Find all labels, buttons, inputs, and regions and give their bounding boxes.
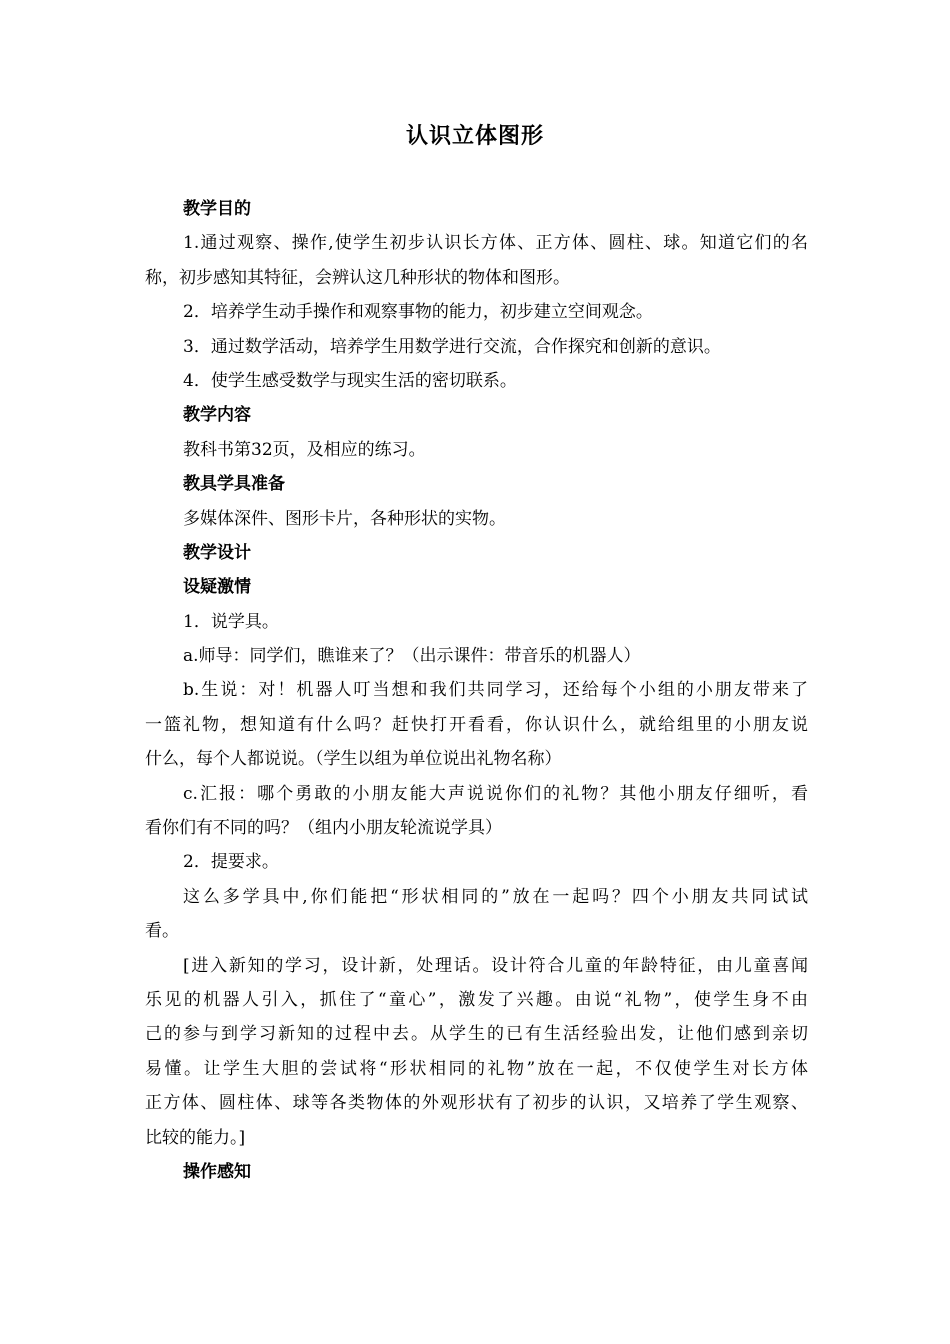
paragraph-line: 看你们有不同的吗？（组内小朋友轮流说学具） — [145, 818, 502, 839]
paragraph-line: 2．提要求。 — [183, 852, 279, 873]
paragraph-line: 正方体、圆柱体、球等各类物体的外观形状有了初步的认识，又培养了学生观察、 — [145, 1093, 808, 1114]
paragraph-line: 易懂。让学生大胆的尝试将“形状相同的礼物”放在一起，不仅使学生对长方体 — [145, 1058, 808, 1079]
section-heading: 教具学具准备 — [183, 474, 285, 495]
section-heading: 教学目的 — [183, 199, 251, 219]
section-heading: 操作感知 — [183, 1161, 251, 1182]
paragraph-line: 1.通过观察、操作,使学生初步认识长方体、正方体、圆柱、球。知道它们的名 — [183, 233, 808, 254]
paragraph-line: 一篮礼物，想知道有什么吗？赶快打开看看，你认识什么，就给组里的小朋友说 — [145, 714, 808, 735]
paragraph-line: b.生说：对！机器人叮当想和我们共同学习，还给每个小组的小朋友带来了 — [183, 680, 808, 701]
document-body — [145, 192, 808, 1189]
section-heading: 教学内容 — [183, 405, 251, 426]
section-heading: 设疑激情 — [183, 577, 251, 598]
paragraph-line: 多媒体深件、图形卡片，各种形状的实物。 — [183, 508, 506, 529]
paragraph-line: 己的参与到学习新知的过程中去。从学生的已有生活经验出发，让他们感到亲切 — [145, 1024, 808, 1045]
paragraph-line: 乐见的机器人引入，抓住了“童心”，激发了兴趣。由说“礼物”，使学生身不由 — [145, 989, 808, 1010]
paragraph-line: 2．培养学生动手操作和观察事物的能力，初步建立空间观念。 — [183, 302, 653, 323]
paragraph-line: 4．使学生感受数学与现实生活的密切联系。 — [183, 370, 517, 391]
paragraph-line: 教科书第32页，及相应的练习。 — [183, 439, 426, 460]
paragraph-line: a.师导：同学们，瞧谁来了？（出示课件：带音乐的机器人） — [183, 646, 641, 667]
paragraph-line: 看。 — [145, 921, 179, 942]
document-title: 认识立体图形 — [405, 124, 544, 149]
paragraph-line: 1．说学具。 — [183, 611, 279, 632]
paragraph-line: c.汇报：哪个勇敢的小朋友能大声说说你们的礼物？其他小朋友仔细听，看 — [183, 783, 808, 804]
section-heading: 教学设计 — [183, 542, 251, 563]
paragraph-line: 比较的能力。] — [145, 1127, 246, 1148]
paragraph-line: [进入新知的学习，设计新，处理话。设计符合儿童的年龄特征，由儿童喜闻 — [183, 955, 808, 976]
paragraph-line: 这么多学具中,你们能把“形状相同的”放在一起吗？四个小朋友共同试试 — [183, 886, 808, 907]
paragraph-line: 称，初步感知其特征，会辨认这几种形状的物体和图形。 — [145, 267, 570, 288]
paragraph-line: 3．通过数学活动，培养学生用数学进行交流，合作探究和创新的意识。 — [183, 336, 721, 357]
paragraph-line: 什么，每个人都说说。（学生以组为单位说出礼物名称） — [145, 749, 562, 770]
